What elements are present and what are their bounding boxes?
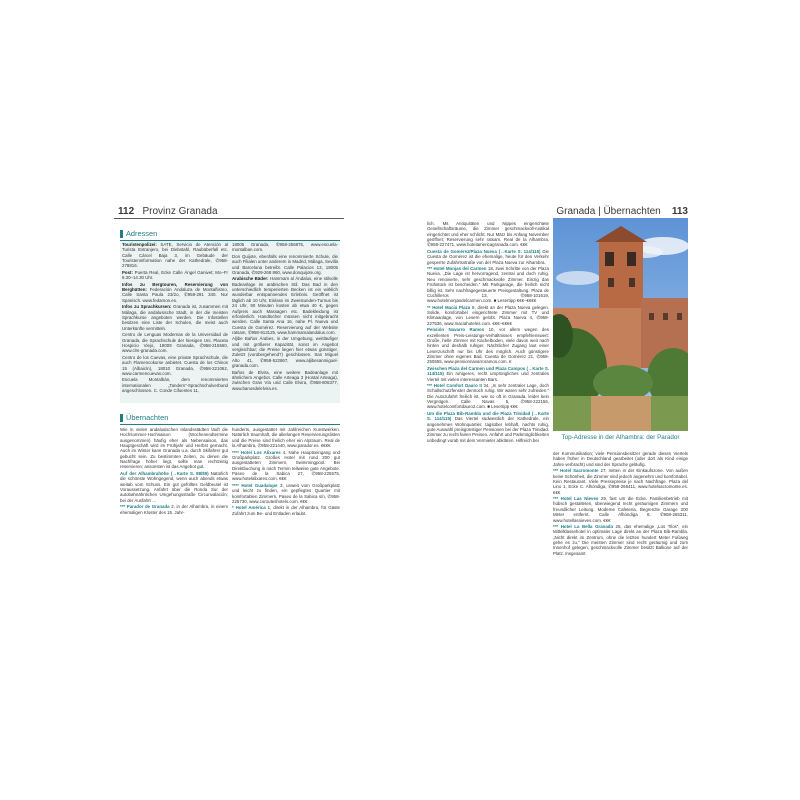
paragraph xyxy=(122,304,228,331)
paragraph xyxy=(553,524,688,556)
entry-text: Wie in vielen andalusischen Inlandsstädten läuft die Hochsommer-Hochsaison (Wochenendtermine ausgenommen) häufig eher als Nebensaison, das Hauptgeschäft wird im Frühjahr und Herbst gemacht. Auch im Winter kann Granada u.a. durch Skifahrer gut gebucht sein. Zu bestimmten Zeiten, zu denen die Nachfrage höher liegt, sollte man rechtzeitig reservieren; ansonsten ist das Angebot gut. xyxy=(120,427,228,470)
entry-text: 18005 Granada, ✆958-256875, www.escuela-montalban.com. xyxy=(232,242,338,253)
paragraph xyxy=(427,305,549,326)
paragraph xyxy=(553,451,688,467)
entry-text: 3, unweit vom Großparkplatz und leicht zu finden, ein gepflegtes Quartier mit komfortablen Zimmern. Paseo de la Sabica s/n, ✆958-225730, www.corouteshotels.com. €€€ xyxy=(232,482,340,504)
entry-text: hunderts, ausgestattet mit zahlreichen Kunstwerken. Natürlich traumhaft, die allerlangen Reservierungslisten und die Preise sind freilich eher ein Alptraum. Real de la Alhambra, ✆958-221440, www.parador.es. €€€€ xyxy=(232,427,340,449)
paragraph xyxy=(122,332,228,353)
entry-text: Escuela Montalbán, dem renommierten internationalen „Tandem“-Sprachschulverbund angeschlossen. C. Conde Cifuentes 11, xyxy=(122,377,228,394)
paragraph xyxy=(122,270,228,281)
entry-label: Infos zu Bergtouren, Reservierung von Berghütten: xyxy=(122,281,228,293)
right-page-header xyxy=(403,206,688,218)
uebernachten-heading: Übernachten xyxy=(120,413,340,425)
entry-text: SATE, Servicio de Atención al Turista Extranjero, bei Diebstahl, Raubüberfall etc. Calle Cárcel Baja 3, im Gebäude der Touristeninformation nahe der Kathedrale, ✆958-278816. xyxy=(122,242,228,269)
paragraph xyxy=(122,377,228,393)
paragraph xyxy=(232,276,338,335)
entry-label: Arabische Bäder: xyxy=(232,276,269,282)
entry-label: *** Parador de Granada xyxy=(120,504,170,510)
entry-label: Infos zu Sprachkursen: xyxy=(122,304,172,310)
paragraph xyxy=(427,366,549,382)
entry-label: *** Hotel Monjas del Carmen xyxy=(427,266,487,272)
entry-label: Zwischen Plaza del Carmen und Plaza Campos (→Karte S. 114/115) xyxy=(427,365,549,377)
uebernachten-column-2 xyxy=(232,427,340,517)
entry-text: der Kommunikation; viele Pensionsbesitzer gerade dieses Viertels haben früher in Deutschland gearbeitet (oder dort als Kind einige Jahre verbracht) und sind der Sprache geläufig. xyxy=(553,451,688,467)
entry-text: Federación Andaluza de Montañismo, Calle Santa Paula 23/2o, ✆958-291 340. Nur Spanisch. www.fedamon.es. xyxy=(122,287,228,303)
entry-text: Baños de Elvira, eine weitere Badeanlage mit ähnlichem Angebot. Calle Arteaga 3 (Hostal Arteaga), zwischen Gran Vía und Calle Elvira, ✆958-806377, www.banosdelelvira.es. xyxy=(232,369,338,391)
running-title: Provinz Granada xyxy=(142,206,218,217)
entry-text: Die Cuesta de Gomérez ist die ehemalige, heute für den Verkehr gesperrte Zufahrtsstraße von der Plaza Nueva zur Alhambra. xyxy=(427,248,549,265)
paragraph xyxy=(427,221,549,248)
entry-label: Um die Plaza Bib-Rambla und die Plaza Trinidad (→Karte S. 114/115) xyxy=(427,411,549,422)
entry-label: *** Hotel Comfort Dauro II xyxy=(427,383,482,389)
paragraph xyxy=(232,336,338,368)
entry-text: Hammam al Ándalus, eine stilvolle Badeanlage im arabischen Stil. Das Bad in den unterschiedlich temperierten Becken ist ein wirklich wunderbar entspannendes Erlebnis. Geöffnet ist täglich ab 10 Uhr, Einlass im Zweistunden-Turnus bis 24 Uhr, 90 Minuten kosten ab etwa 40 €, gegen Aufpreis auch Massagen etc. Badekleidung ist erforderlich. Handtücher müssen nicht mitgebracht werden. Calle Santa Ana 16, nahe Pl. Nueva und Cuesta de Gomérez. Reservierung auf der Website ratsam, ✆958-913125, www.hammamalandalus.com. xyxy=(232,276,338,335)
entry-text: 2, in der Alhambra, in einem ehemaligen Kloster des 15. Jahr- xyxy=(120,504,228,515)
adressen-column-1 xyxy=(122,242,228,395)
section-marker-icon xyxy=(120,414,123,422)
paragraph xyxy=(232,254,338,275)
parador-photo-image xyxy=(553,218,688,431)
paragraph xyxy=(232,483,340,504)
paragraph xyxy=(427,266,549,303)
left-page xyxy=(114,200,402,605)
running-title: Granada | Übernachten xyxy=(556,206,661,217)
entry-text: 27, mitten in der Einkaufszone. Von außen keine Schönheit, die Zimmer sind jedoch angenehm und komfortabel. Kein Restaurant. Viele Pressepreise je nach Nachfrage. Plaza del Lino 1, Ecke C. Alhóndiga, ✆958-266411, www.hotelsacromonte.es. €€€ xyxy=(553,468,688,495)
entry-label: *** Hotel Sacromonte xyxy=(553,468,599,474)
paragraph xyxy=(120,471,228,503)
entry-text: Centro de los Cuevas, eine private Sprachschule, die auch Flamencokurse anbietet. Cuesta de los Chinos 15 (Albaicín), 18010 Granada, ✆958-221062, www.carmencuevas.com. xyxy=(122,354,228,376)
entry-label: **** Hotel Guadalupe xyxy=(232,482,278,488)
entry-text: 1, direkt in der Alhambra, für Gäste Zufahrt zum Be- und Entladen erlaubt. xyxy=(232,505,340,516)
paragraph xyxy=(122,355,228,376)
entry-label: *** Hotel Las Nieves xyxy=(553,496,599,502)
paragraph xyxy=(232,450,340,482)
entry-text: lich. Mit Antiquitäten und Nippes eingerichtete Gesellschaftsräume, die Zimmer geschmackvoll-rustikal eingerichtet und eher schlicht. Nur März bis Anfang November geöffnet; Reservierung sehr ratsam. Real de la Alhambra, ✆958-227471, www.hotelamericagranada.com. €€€ xyxy=(427,221,549,248)
entry-label: *** Hotel La Bella Granada xyxy=(553,524,613,530)
paragraph xyxy=(553,496,688,523)
left-page-header xyxy=(118,206,402,218)
paragraph xyxy=(120,427,228,470)
entry-text: Ein ruhigeres, recht ursprüngliches und zentrales Viertel mit vielen interessanten Bars. xyxy=(427,371,549,382)
paragraph xyxy=(232,370,338,391)
page-number: 112 xyxy=(118,206,135,217)
entry-text: 29, fast um die Ecke. Familienbetrieb mit hübsch gestalteten, überwiegend recht geräumigen Zimmern und freundlicher Leitung. Moderne Cafeteria. Begrenzte Garage 200 Meter entfernt. Calle Alhóndiga 8, ✆958-265311, www.hotellasnieves.com. €€€ xyxy=(553,496,688,523)
paragraph xyxy=(427,411,549,443)
adressen-heading: Adressen xyxy=(120,229,340,241)
entry-text: Granada ist, zusammen mit Málaga, die andalusische Stadt, in der die meisten Sprachkurse angeboten werden. Die Infostellen besitzen eine Liste der Schulen, die meist auch Unterkünfte vermitteln. xyxy=(122,304,228,331)
entry-text: Centro de Lenguas Modernas de la Universidad de Granada, die Sprachschule der hiesigen Uni. Placeta Hospicio Viejo, 18009 Granada, ✆958-215660, www.clm-granada.com. xyxy=(122,332,228,354)
entry-text: 34, „In sehr zentraler Lage, doch Schallschutzfenster dennoch ruhig. Wir waren sehr zufrieden.“ Die Autozufahrt freilich ist, wie so oft in Granada, leider kein Vergnügen. Calle Navas 5, ✆958-222156, www.hotelcomfortdauro2.com. ■ Lesertipp €€€ xyxy=(427,383,549,410)
page-number: 113 xyxy=(671,206,688,217)
entry-text: 18, zwei Schritte von der Plaza Nueva. „Die Lage ist hervorragend, zentral und doch ruhig. Neu renovierte, sehr geschmackvolle Zimmer. Einzig das Frühstück ist bescheiden.“ Mit Parkgarage, die freilich nicht billig ist. Sehr nachfragegesteuerte Preisgestaltung. Plaza de Cuchilleros 13, ✆958-101619, www.hotelmonjasdelcarmen.com. ■ Lesertipp €€€–€€€€ xyxy=(427,266,549,304)
entry-text: Don Quijote, ebenfalls eine renommierte Schule, die auch Filialen unter anderem in Madrid, Málaga, Sevilla und Barcelona betreibt. Calle Palacios 13, 18005 Granada, ✆929-268 860, www.donquijote.org. xyxy=(232,253,338,275)
entry-label: **** Hotel Los Alixares xyxy=(232,449,281,455)
entry-label: Auf der Alhambrahöhe (→Karte S. 88/89) xyxy=(120,470,209,476)
parador-photo xyxy=(553,218,688,431)
entry-text: 10, vor allem wegen des exzellenten Preis-Leistungs-Verhältnisses empfehlenswert: Große, helle Zimmer mit Kachelboden, viele davon weit nach hinten und deshalb ruhiger. Nächtlicher Zugang laut einer Leserzuschrift nur bis Uhr des möglich. Auch günstigere Zimmer ohne eigenes Bad. Cuesta de Gomérez 21, ✆958-250555, www.pensionnavarroramos.com. € xyxy=(427,327,549,365)
entry-label: Pensión Navarro Ramos xyxy=(427,327,485,333)
adressen-column-2 xyxy=(232,242,338,392)
paragraph xyxy=(427,327,549,364)
entry-label: * Hotel América xyxy=(232,505,266,511)
entry-text: 4, Nahe Hauptseingang und Großparkplatz. Großes Hotel mit rund 200 gut ausgestatteten Zimmern, Swimmingpool. Bei Direktbuchung in nach Termin teilweise gute Angebote. Paseo de la Sabica 27, ✆958-225575, www.hotelalixares.com. €€€ xyxy=(232,449,341,482)
uebernachten-column-1 xyxy=(120,427,228,516)
paragraph xyxy=(122,282,228,303)
entry-label: Touristenpolizei: xyxy=(122,242,157,247)
paragraph xyxy=(120,504,228,515)
entry-text: 8, direkt an der Plaza Nueva gelegen. Solide, komfortabel eingerichtete Zimmer mit TV und Klimaanlage, von Lesern gelobt. Plaza Nueva 4, ✆958-227536, www.maciahoteles.com. €€€–€€€€ xyxy=(427,304,549,326)
paragraph xyxy=(232,505,340,516)
entry-text: Aljibe Baños Árabes, in der Umgebung, weitläufiger und mit größerer Kapazität, sonst im Angebot vergleichbar; die Preise liegen hier etwas günstiger. Zuletzt (vorübergehend?) geschlossen. San Miguel Alto 41, ✆958-522867, www.aljibesanmiguel-granada.com. xyxy=(232,336,338,369)
paragraph xyxy=(232,242,338,253)
paragraph xyxy=(427,383,549,410)
entry-text: Natürlich die schönste Wohngegend, wenn auch abends etwas weitab vom Schuss. Ein gut gefülltes Geldbeutel ist Voraussetzung. Anfahrt über die Ronda Sur der autobahnähnlichen Umgehungsstraße Circunvalación; bei der Ausfahrt … xyxy=(120,470,229,503)
entry-text: Puerta Real, Ecke Calle Ángel Ganivet; Mo–Fr 8.30–14.30 Uhr. xyxy=(122,269,228,281)
right-column-1 xyxy=(427,221,549,444)
photo-caption: Top-Adresse in der Alhambra: der Parador xyxy=(561,434,680,441)
paragraph xyxy=(122,242,228,269)
header-rule xyxy=(114,218,344,219)
section-marker-icon xyxy=(120,230,123,238)
entry-label: Post: xyxy=(122,269,133,275)
entry-label: Cuesta de Gomérez/Plaza Nueva (→Karte S. 114/115) xyxy=(427,248,541,254)
right-page xyxy=(403,200,688,605)
entry-text: Das Viertel südwestlich der Kathedrale, ein angenehmes Wohnquartier, tagsüber lebhaft, nachts ruhig, gute Auswahl preisgünstiger Pensionen bei der Plaza Trinidad. Zimmer zu recht fairen Preisen. Anfahrt und Parkmöglichkeiten unbedingt vorab mit dem Vermieter abklären. Hilfreich bei xyxy=(427,416,550,443)
paragraph xyxy=(427,249,549,265)
paragraph xyxy=(232,427,340,448)
paragraph xyxy=(553,468,688,495)
entry-text: 26, das ehemalige „Los Tilos“, ein Mittelklassehotel in optimaler Lage direkt an der Plaza Bib-Rambla. „Nicht direkt im Zentrum, ohne die letzten hundert Meter Fußweg gehe es zu.“ Die meisten Zimmer sind recht geräumig und zum Innenhof gelegen, geschmackvolle Zimmer besitzt Balkone auf der Platz. Insgesamt xyxy=(553,524,688,556)
right-column-2 xyxy=(553,451,688,557)
entry-label: ** Hotel Maciá Plaza xyxy=(427,304,471,310)
